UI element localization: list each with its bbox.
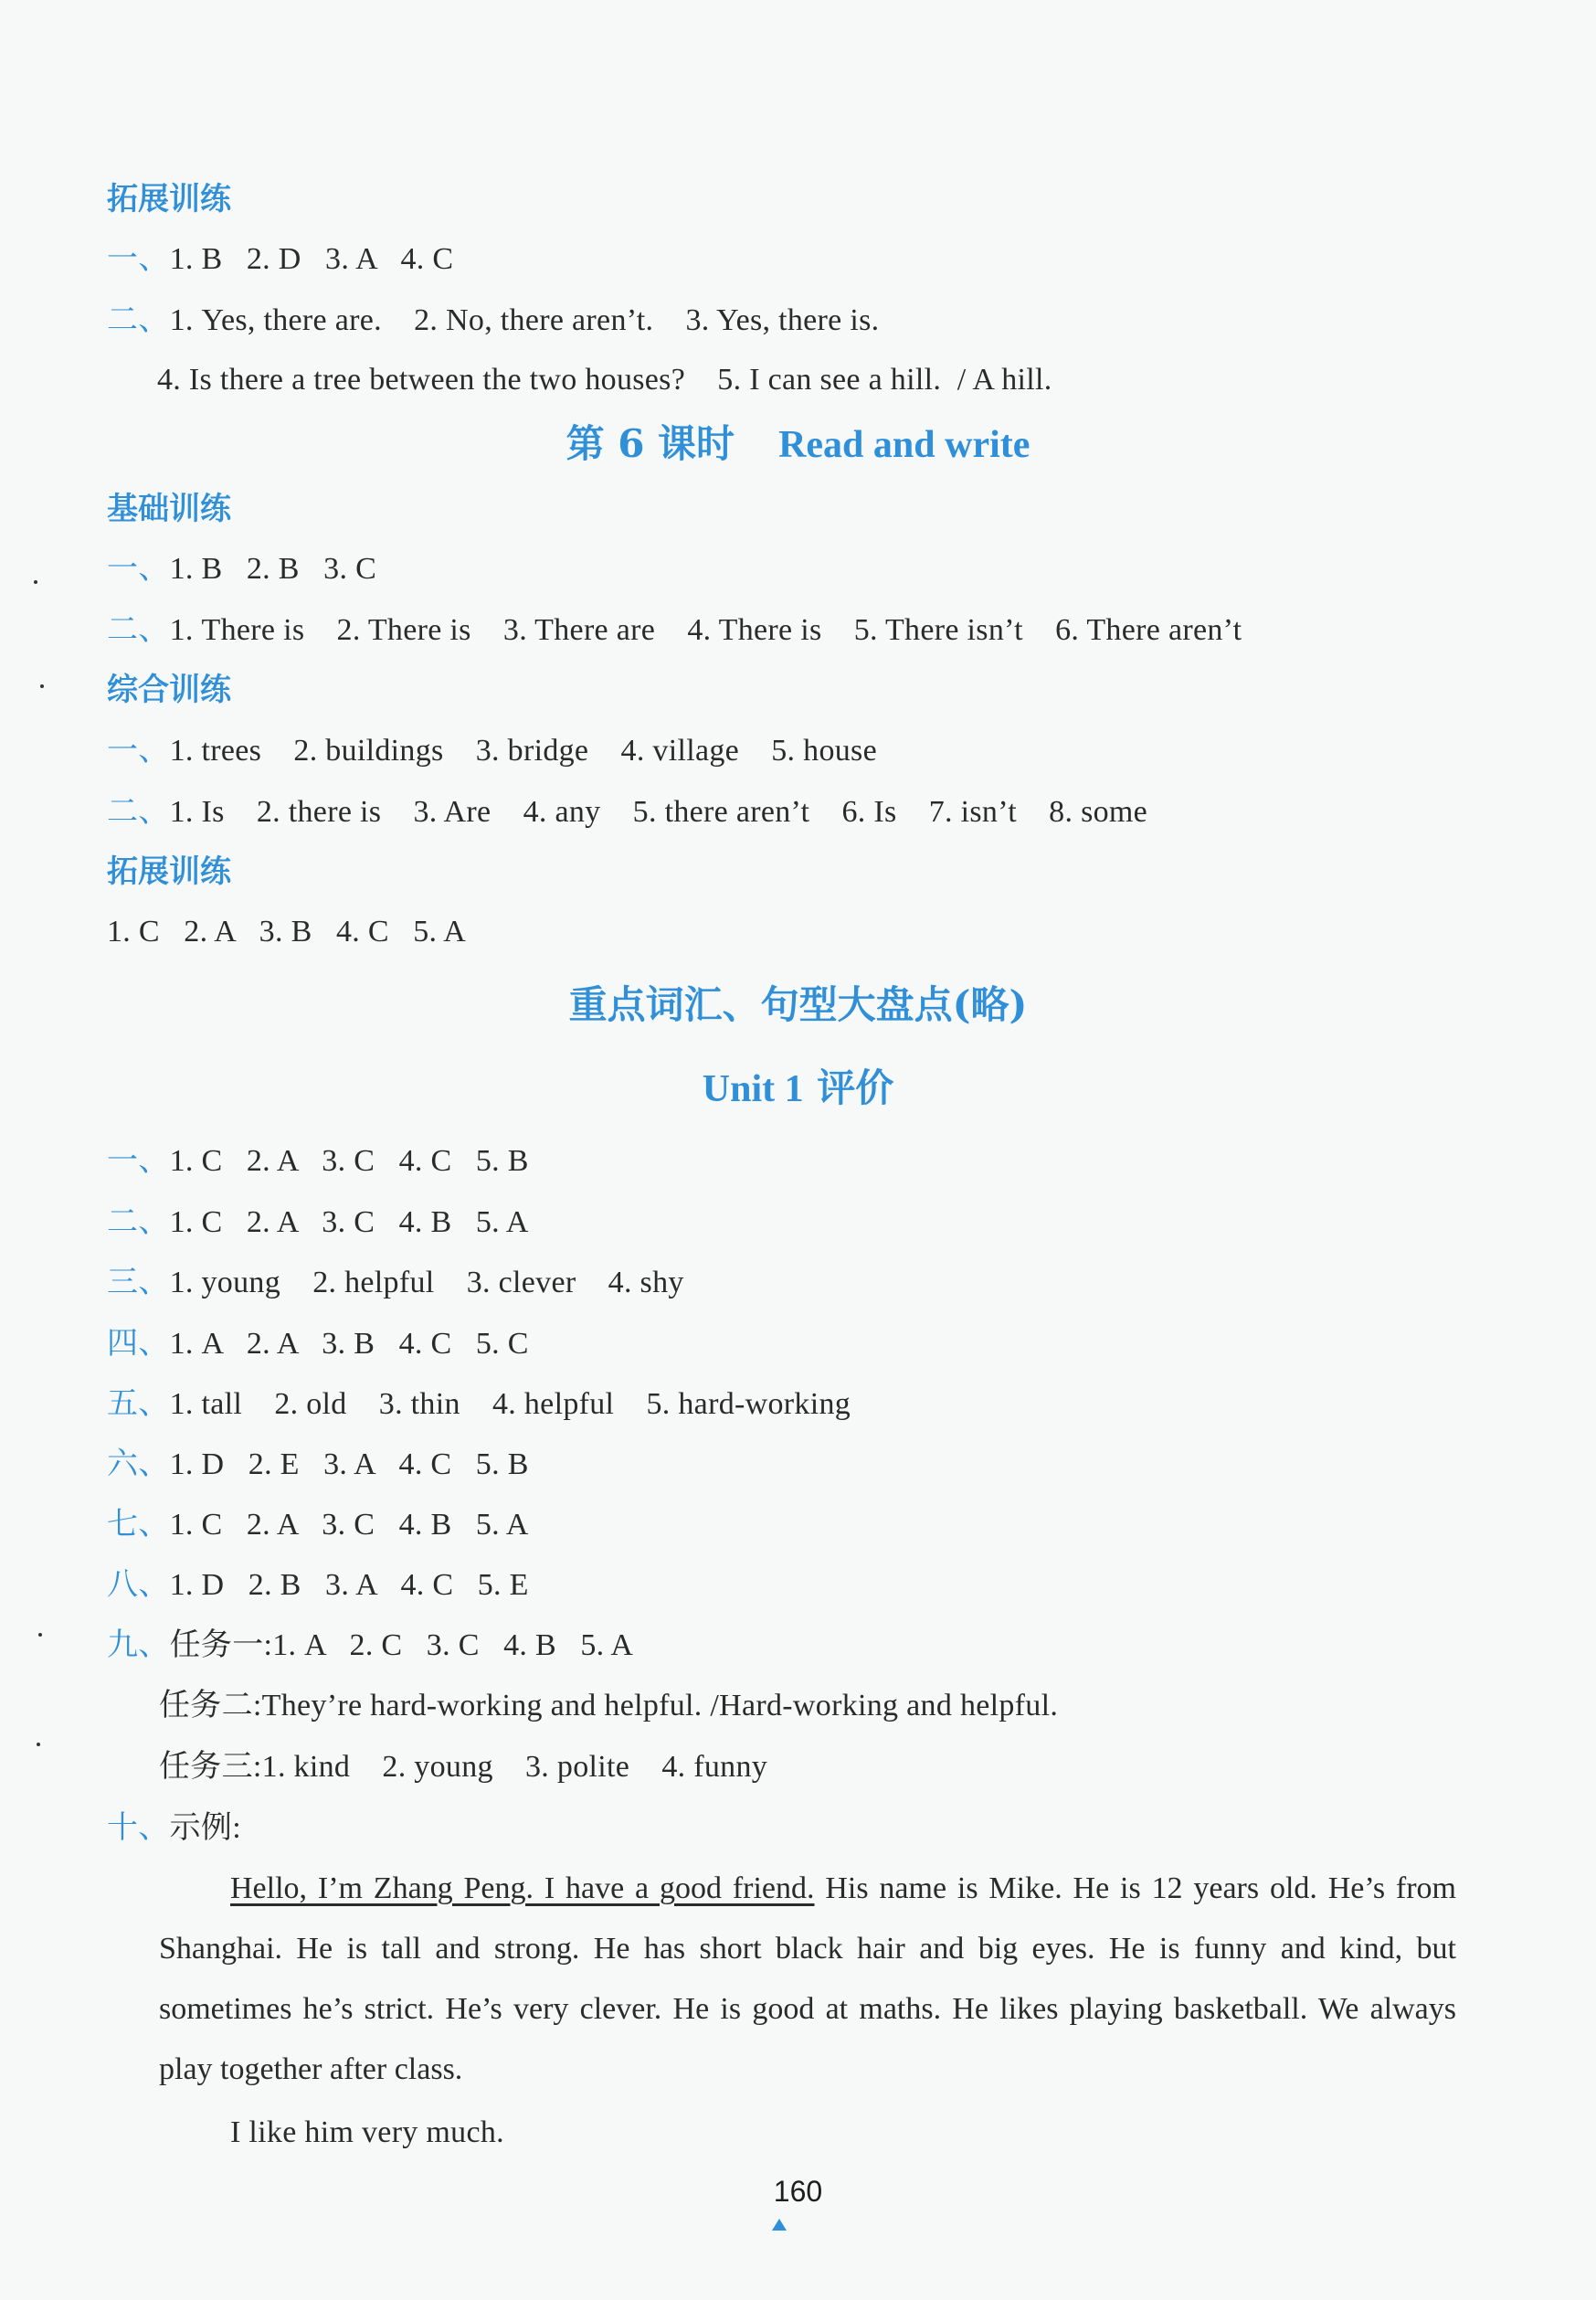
answer-row [107,730,877,771]
answer-row [107,1262,684,1303]
answer-text: 1. trees 2. buildings 3. bridge 4. village 5. house [169,734,877,768]
sample-essay [159,1859,1456,2100]
lesson-title-en: Read and write [778,424,1031,466]
essay-body: His name is Mike. He is 12 years old. He’s from Shanghai. He is tall and strong. He has short black hair and big eyes. He is funny and kind, but sometimes he’s strict. He’s very clever. He is good at maths. He likes playing basketball. We always play together after class. [159,1871,1457,2086]
question-number: 六、 [107,1446,170,1482]
question-number: 三、 [107,1264,170,1300]
section-heading-zonghe: 综合训练 [107,672,231,708]
margin-mark [37,1743,40,1746]
summary-title: 重点词汇、句型大盘点(略) [568,982,1028,1027]
answer-row [107,300,879,341]
answer-row [107,1564,529,1606]
answer-text: 1. Yes, there are. 2. No, there aren’t. 3. Yes, there is. [169,303,880,337]
section-heading-jichu: 基础训练 [107,491,231,527]
unit-title-en: Unit 1 [702,1068,804,1110]
page-marker-triangle-icon [772,2219,787,2231]
unit-title [0,1063,1596,1115]
answer-text: 1. A 2. A 3. B 4. C 5. C [169,1327,529,1361]
question-number: 八、 [107,1566,170,1603]
answer-text: 1. C 2. A 3. C 4. B 5. A [169,1508,529,1542]
section-heading-tuozhan: 拓展训练 [107,181,231,217]
answer-text: 1. young 2. helpful 3. clever 4. shy [169,1266,684,1299]
margin-mark [34,580,37,584]
question-number: 一、 [107,1142,170,1179]
answer-text: 1. D 2. E 3. A 4. C 5. B [169,1447,529,1481]
margin-mark [38,1633,42,1637]
lesson-title-cn: 第 6 课时 [565,421,735,466]
answer-row-continued: 4. Is there a tree between the two houses? 5. I can see a hill. / A hill. [157,363,1052,397]
answer-text: 1. tall 2. old 3. thin 4. helpful 5. hard-working [169,1387,851,1421]
answer-text: 1. C 2. A 3. C 4. B 5. A [169,1205,529,1239]
answer-row [107,1202,529,1243]
answer-text: 1. C 2. A 3. C 4. C 5. B [169,1144,529,1178]
lesson-title [0,419,1596,471]
answer-row [107,609,1242,651]
question-number: 四、 [107,1325,170,1362]
answer-row [107,1807,241,1849]
answer-text: 1. There is 2. There is 3. There are 4. There is 5. There isn’t 6. There aren’t [169,613,1242,647]
page-number: 160 [773,2175,823,2208]
unit-title-cn: 评价 [803,1065,894,1110]
question-number: 二、 [107,302,170,338]
answer-text: 1. D 2. B 3. A 4. C 5. E [169,1568,529,1602]
essay-underlined-sentence: Hello, I’m Zhang Peng. I have a good friend. [230,1871,815,1905]
question-number: 二、 [107,793,170,830]
essay-closing: I like him very much. [230,2115,504,2149]
answer-text: 1. B 2. D 3. A 4. C [169,242,454,276]
answer-row [107,1323,529,1364]
answer-row [107,1625,633,1666]
answer-row-continued: 任务二:They’re hard-working and helpful. /Hard-working and helpful. [159,1689,1059,1722]
question-number: 十、 [107,1809,170,1846]
answer-row [107,791,1147,832]
question-number: 二、 [107,1203,170,1240]
question-number: 一、 [107,550,170,587]
answer-row [107,548,376,589]
question-number: 五、 [107,1385,170,1422]
answer-text: 任务一:1. A 2. C 3. C 4. B 5. A [169,1628,634,1662]
answer-row [107,1504,529,1545]
question-number: 一、 [107,240,170,277]
question-number: 九、 [107,1627,170,1663]
answer-text: 1. Is 2. there is 3. Are 4. any 5. there aren’t 6. Is 7. isn’t 8. some [169,795,1148,829]
answer-row [107,1383,851,1425]
margin-mark [40,684,44,688]
answer-row [107,1140,529,1182]
question-number: 二、 [107,611,170,648]
question-number: 七、 [107,1506,170,1542]
answer-text: 1. B 2. B 3. C [169,552,377,586]
answer-text: 示例: [169,1811,241,1845]
answer-row [107,1444,529,1485]
answer-row: 1. C 2. A 3. B 4. C 5. A [107,915,467,949]
section-heading-tuozhan: 拓展训练 [107,853,231,890]
answer-row-continued: 任务三:1. kind 2. young 3. polite 4. funny [159,1750,768,1784]
question-number: 一、 [107,732,170,768]
answer-row [107,238,453,280]
